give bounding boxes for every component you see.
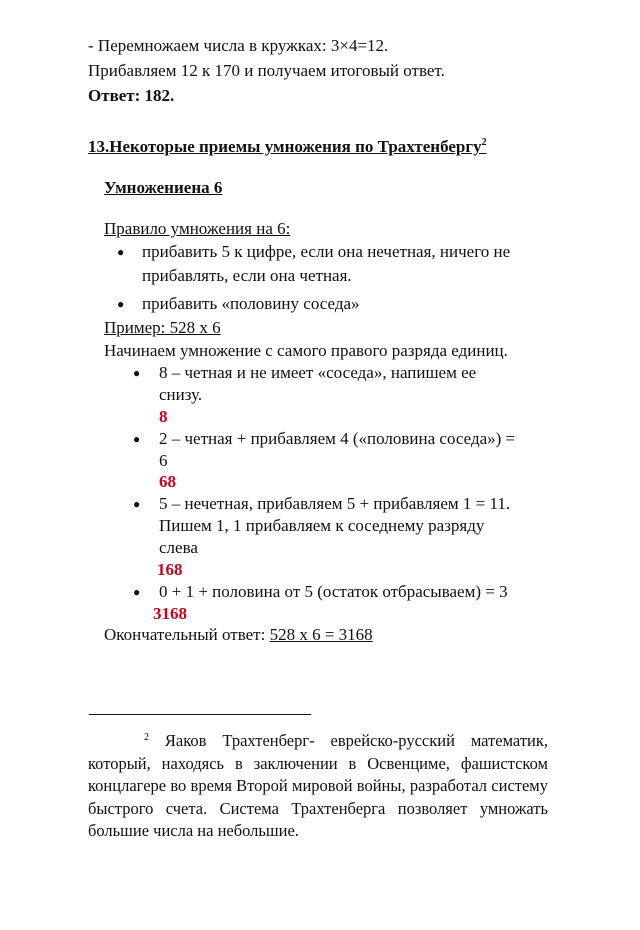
rule-line: прибавить 5 к цифре, если она нечетная, ничего не	[142, 242, 511, 261]
step-line: 6	[159, 451, 168, 470]
final-answer	[104, 625, 373, 645]
bullet: ●	[117, 297, 125, 311]
step-result: 3168	[153, 604, 187, 623]
footnote-text: Яаков Трахтенберг- еврейско-русский математик, который, находясь в заключении в Освенциме, фашистском концлагере во время Второй мировой войны, разработал систему быстрого счета. Система Трахтенберга позволяет умножать большие числа на небольшие.	[88, 731, 548, 840]
rule-line: прибавить «половину соседа»	[142, 294, 360, 313]
bullet: ●	[117, 245, 125, 259]
step-line: снизу.	[159, 385, 203, 404]
step-line: Пишем 1, 1 прибавляем к соседнему разряду	[159, 516, 485, 535]
section-heading	[88, 133, 487, 157]
final-label: Окончательный ответ:	[104, 625, 270, 644]
bullet: ●	[133, 366, 141, 380]
section-heading-text: 13.Некоторые приемы умножения по Трахтенбергу	[88, 137, 482, 156]
intro-line: Начинаем умножение с самого правого разряда единиц.	[104, 341, 508, 360]
rule-label: Правило умножения на 6:	[104, 219, 291, 238]
step-result: 168	[157, 560, 183, 579]
step-line: 0 + 1 + половина от 5 (остаток отбрасываем) = 3	[159, 582, 508, 601]
final-value: 528 х 6 = 3168	[269, 625, 373, 644]
answer-line: Ответ: 182.	[88, 86, 175, 105]
footnote	[88, 727, 548, 843]
rule-line: прибавлять, если она четная.	[142, 266, 352, 285]
text-line: - Перемножаем числа в кружках: 3×4=12.	[88, 36, 389, 55]
step-line: 2 – четная + прибавляем 4 («половина соседа») =	[159, 429, 516, 448]
footnote-separator	[89, 714, 311, 715]
subheading: Умножениена 6	[104, 178, 223, 197]
bullet: ●	[133, 585, 141, 599]
bullet: ●	[133, 432, 141, 446]
footnote-ref: 2	[481, 137, 487, 148]
step-result: 8	[159, 407, 168, 426]
footnote-number: 2	[144, 732, 149, 743]
step-line: слева	[159, 538, 198, 557]
example-label: Пример: 528 х 6	[104, 318, 221, 337]
step-result: 68	[159, 472, 176, 491]
step-line: 8 – четная и не имеет «соседа», напишем ее	[159, 363, 477, 382]
bullet: ●	[133, 497, 141, 511]
step-line: 5 – нечетная, прибавляем 5 + прибавляем 1 = 11.	[159, 494, 511, 513]
text-line: Прибавляем 12 к 170 и получаем итоговый ответ.	[88, 61, 445, 80]
